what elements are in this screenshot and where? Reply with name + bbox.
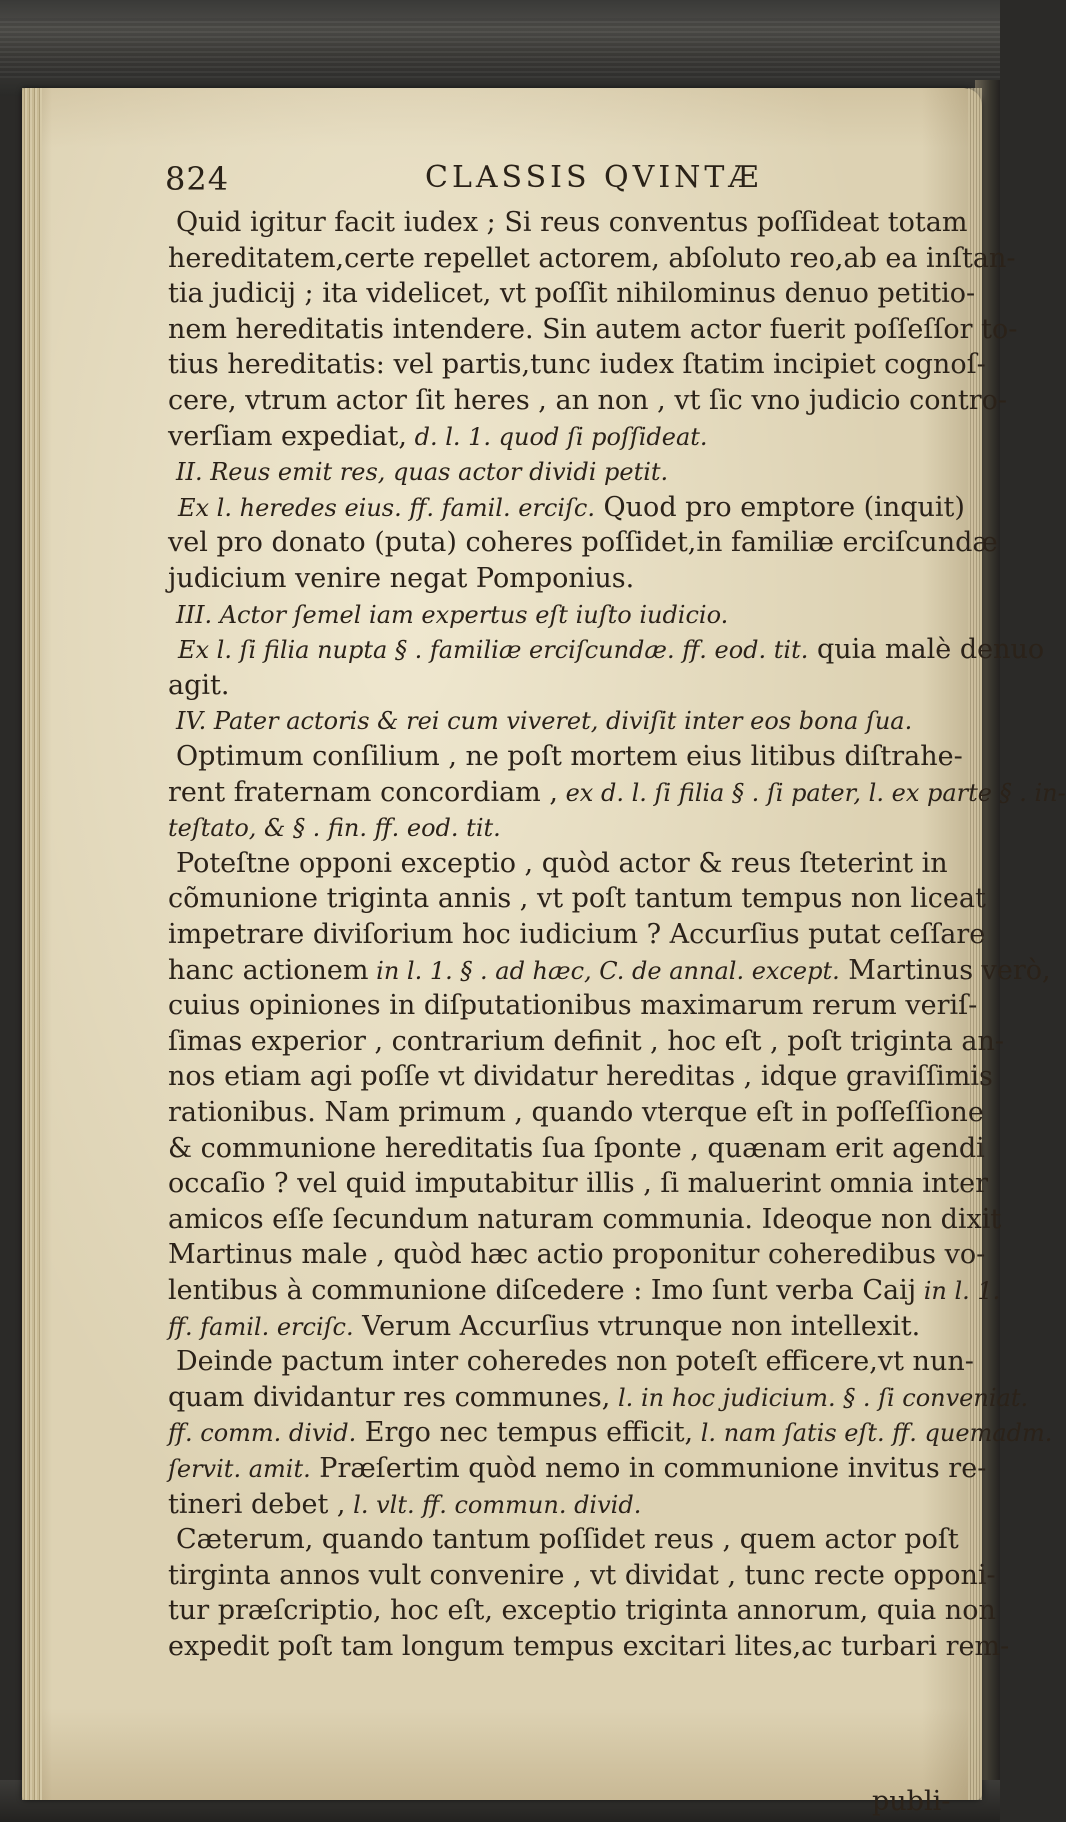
line-text: quia malè denuo	[808, 634, 1045, 666]
line-text: judicium venire negat Pomponius.	[168, 563, 635, 594]
scanner-top-band	[0, 0, 1000, 96]
line-text: rationibus. Nam primum , quando vterque eſt in poſſeſſione	[168, 1097, 984, 1128]
text-line	[168, 953, 1051, 989]
line-text: tur præſcriptio, hoc eſt, exceptio triginta annorum, quia non	[168, 1595, 996, 1627]
page-header	[165, 160, 965, 200]
line-text: tirginta annos vult convenire , vt dividat , tunc recte opponi-	[168, 1559, 996, 1591]
text-line	[168, 525, 998, 561]
text-line	[168, 1024, 1004, 1060]
text-line	[168, 1131, 985, 1167]
text-line	[176, 739, 963, 775]
line-text: vel pro donato (puta) coheres poſſidet,in familiæ erciſcundæ	[168, 527, 998, 559]
line-text: Præſertim quòd nemo in communione invitus re-	[310, 1453, 987, 1484]
text-line	[168, 1095, 984, 1131]
line-italic: Ex l. ſi filia nupta § . familiæ erciſcundæ. ff. eod. tit.	[178, 636, 809, 665]
line-italic: ſervit. amit.	[168, 1455, 311, 1483]
text-line	[168, 668, 229, 704]
text-line	[168, 881, 986, 917]
line-italic: Ex l. heredes eius. ff. famil. erciſc.	[178, 493, 595, 522]
line-text: cõmunione triginta annis , vt poſt tantum tempus non liceat	[168, 883, 986, 915]
line-text: amicos eſſe ſecundum naturam communia. Ideoque non dixit	[168, 1203, 1002, 1235]
text-line	[176, 703, 912, 739]
line-text: lentibus à communione diſcedere : Imo ſunt verba Caij	[168, 1275, 917, 1306]
text-line	[168, 1202, 1001, 1238]
text-line	[176, 454, 668, 490]
line-text: Poteſtne opponi exceptio , quòd actor & reus ſteterint in	[176, 847, 948, 879]
line-text: Martinus verò,	[839, 954, 1051, 986]
text-line	[168, 419, 708, 455]
text-line	[168, 1593, 996, 1629]
running-head: CLASSIS QVINTÆ	[425, 160, 763, 195]
line-text: tineri debet ,	[168, 1488, 346, 1520]
line-italic: III. Actor ſemel iam expertus eſt iuſto iudicio.	[176, 600, 729, 629]
line-text: rent fraternam concordiam ,	[168, 776, 558, 808]
text-line	[168, 312, 1017, 348]
line-text: hanc actionem	[168, 954, 369, 986]
line-italic: ff. famil. erciſc.	[168, 1312, 354, 1341]
text-line	[168, 988, 977, 1024]
text-line	[176, 1344, 974, 1380]
line-text: Cæterum, quando tantum poſſidet reus , quem actor poſt	[176, 1524, 959, 1556]
line-text: nem hereditatis intendere. Sin autem actor fuerit poſſeſſor to-	[168, 313, 1018, 345]
text-line	[168, 347, 986, 383]
text-line	[168, 1415, 1052, 1451]
line-text: hereditatem,certe repellet actorem, abſoluto reo,ab ea inſtan-	[168, 242, 1016, 274]
line-text: ſimas experior , contrarium definit , hoc eſt , poſt triginta an-	[168, 1025, 1005, 1057]
line-italic: l. vlt. ff. commun. divid.	[345, 1490, 642, 1519]
line-text: & communione hereditatis ſua ſponte , quænam erit agendi	[168, 1132, 985, 1164]
text-line	[178, 490, 965, 526]
text-line	[168, 1166, 988, 1202]
line-text: Verum Accurſius vtrunque non intellexit.	[353, 1310, 921, 1342]
text-line	[168, 1558, 996, 1594]
text-line	[168, 917, 985, 953]
line-text: Quid igitur facit iudex ; Si reus conventus poſſideat totam	[176, 207, 968, 238]
line-italic: in l. 1.	[916, 1277, 1001, 1305]
line-text: tia judicij ; ita videlicet, vt poſſit nihilominus denuo petitio-	[168, 278, 976, 310]
text-line	[168, 1273, 1000, 1309]
text-line	[168, 810, 501, 846]
line-text: Ergo nec tempus efficit,	[356, 1417, 694, 1449]
line-text: verſiam expediat,	[168, 420, 407, 452]
text-line	[168, 1059, 993, 1095]
line-text: Optimum conſilium , ne poſt mortem eius litibus diſtrahe-	[176, 741, 963, 772]
text-line	[176, 597, 728, 633]
text-line	[176, 205, 967, 241]
line-text: quam dividantur res communes,	[168, 1381, 611, 1413]
line-text: occaſio ? vel quid imputabitur illis , ſi maluerint omnia inter	[168, 1168, 988, 1200]
line-text: nos etiam agi poſſe vt dividatur hereditas , idque graviſſimis	[168, 1061, 993, 1093]
catchword: publi-	[872, 1786, 951, 1817]
line-italic: ex d. l. ſi filia § . ſi pater, l. ex parte § . in-	[557, 778, 1066, 807]
page-number: 824	[165, 160, 230, 198]
line-text: agit.	[168, 669, 230, 701]
line-text: impetrare diviſorium hoc iudicium ? Accurſius putat ceſſare	[168, 919, 986, 950]
text-line	[168, 383, 1007, 419]
line-italic: II. Reus emit res, quas actor dividi petit.	[176, 458, 669, 487]
line-text: expedit poſt tam longum tempus excitari lites,ac turbari rem-	[168, 1631, 1010, 1662]
line-italic: in l. 1. § . ad hæc, C. de annal. except.	[368, 956, 840, 985]
line-italic: IV. Pater actoris & rei cum viveret, diviſit inter eos bona ſua.	[176, 707, 913, 736]
line-text: Martinus male , quòd hæc actio proponitur coheredibus vo-	[168, 1239, 986, 1271]
text-line	[168, 1237, 985, 1273]
text-line	[168, 1487, 641, 1523]
text-line	[168, 1451, 986, 1487]
text-line	[168, 561, 634, 597]
page-gutter	[22, 88, 42, 1800]
text-line	[176, 846, 948, 882]
text-line	[168, 1380, 1028, 1416]
line-italic: d. l. 1. quod ſi poſſideat.	[406, 422, 708, 451]
text-line	[168, 1309, 920, 1345]
line-italic: teſtato, & § . fin. ff. eod. tit.	[168, 814, 501, 843]
text-line	[176, 1522, 959, 1558]
text-line	[168, 775, 1066, 811]
text-line	[168, 276, 975, 312]
text-line	[168, 241, 1016, 277]
line-italic: l. nam ſatis eſt. ff. quemadm.	[693, 1419, 1053, 1448]
line-italic: l. in hoc judicium. § . ſi conveniat.	[610, 1383, 1029, 1412]
line-italic: ff. comm. divid.	[168, 1419, 357, 1448]
line-text: Quod pro emptore (inquit)	[594, 491, 965, 523]
text-line	[178, 632, 1044, 668]
line-text: cuius opiniones in diſputationibus maximarum rerum veriſ-	[168, 990, 978, 1022]
text-line	[168, 1629, 1009, 1665]
line-text: Deinde pactum inter coheredes non poteſt efficere,vt nun-	[176, 1346, 974, 1378]
line-text: cere, vtrum actor ſit heres , an non , vt ſic vno judicio contro-	[168, 385, 1007, 416]
line-text: tius hereditatis: vel partis,tunc iudex ſtatim incipiet cognoſ-	[168, 349, 986, 381]
